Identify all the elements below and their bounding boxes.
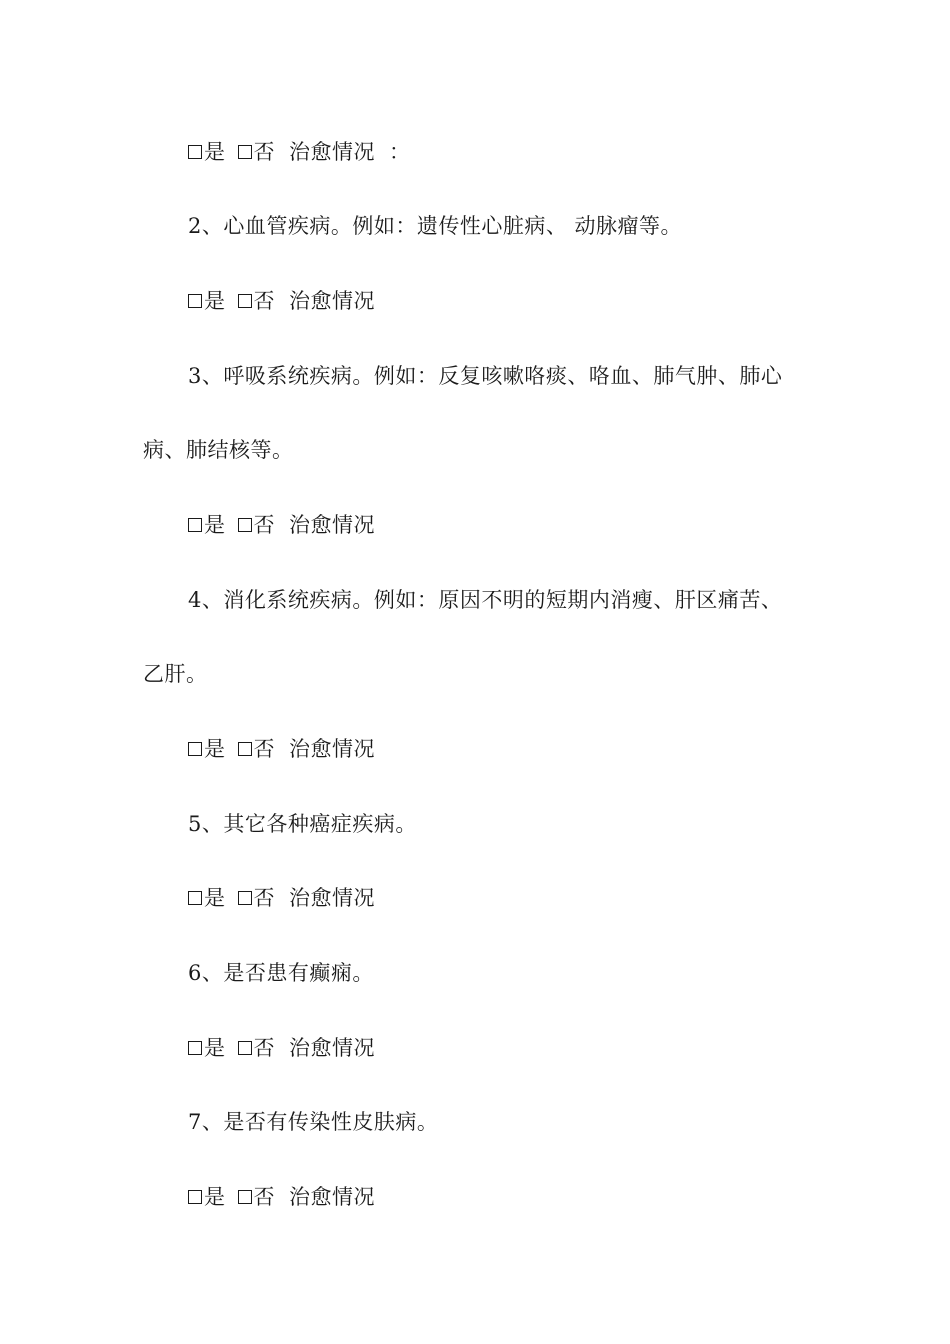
- no-checkbox[interactable]: [238, 294, 252, 308]
- no-label: 否: [253, 1185, 275, 1209]
- yes-checkbox[interactable]: [188, 891, 202, 905]
- no-label: 否: [253, 737, 275, 761]
- yes-label: 是: [204, 140, 226, 164]
- question-2: 2、心血管疾病。例如：遗传性心脏病、 动脉瘤等。: [188, 214, 683, 238]
- no-checkbox[interactable]: [238, 1190, 252, 1204]
- answer-row-1: [188, 137, 411, 167]
- question-5: 5、其它各种癌症疾病。: [188, 812, 417, 836]
- answer-row-2: [188, 286, 375, 316]
- yes-checkbox[interactable]: [188, 294, 202, 308]
- cure-status-label: 治愈情况: [289, 140, 375, 164]
- yes-checkbox[interactable]: [188, 518, 202, 532]
- question-7: 7、是否有传染性皮肤病。: [188, 1110, 439, 1134]
- question-3: 3、呼吸系统疾病。例如：反复咳嗽咯痰、咯血、肺气肿、肺心: [188, 364, 783, 388]
- question-4: 4、消化系统疾病。例如：原因不明的短期内消瘦、肝区痛苦、: [188, 588, 783, 612]
- cure-status-label: 治愈情况: [289, 886, 375, 910]
- answer-row-4: [188, 734, 375, 764]
- answer-row-7: [188, 1182, 375, 1212]
- yes-checkbox[interactable]: [188, 1041, 202, 1055]
- yes-label: 是: [204, 1185, 226, 1209]
- no-label: 否: [253, 140, 275, 164]
- yes-label: 是: [204, 1036, 226, 1060]
- no-label: 否: [253, 513, 275, 537]
- no-label: 否: [253, 1036, 275, 1060]
- question-6: 6、是否患有癫痫。: [188, 961, 374, 985]
- yes-label: 是: [204, 289, 226, 313]
- yes-checkbox[interactable]: [188, 1190, 202, 1204]
- question-4-continued: 乙肝。: [143, 662, 208, 686]
- cure-status-label: 治愈情况: [289, 1036, 375, 1060]
- no-checkbox[interactable]: [238, 891, 252, 905]
- cure-status-colon: ：: [389, 140, 411, 164]
- yes-label: 是: [204, 737, 226, 761]
- no-checkbox[interactable]: [238, 145, 252, 159]
- question-3-continued: 病、肺结核等。: [143, 438, 294, 462]
- answer-row-5: [188, 883, 375, 913]
- no-label: 否: [253, 289, 275, 313]
- yes-checkbox[interactable]: [188, 145, 202, 159]
- no-checkbox[interactable]: [238, 742, 252, 756]
- cure-status-label: 治愈情况: [289, 513, 375, 537]
- cure-status-label: 治愈情况: [289, 737, 375, 761]
- no-checkbox[interactable]: [238, 1041, 252, 1055]
- yes-checkbox[interactable]: [188, 742, 202, 756]
- cure-status-label: 治愈情况: [289, 1185, 375, 1209]
- yes-label: 是: [204, 513, 226, 537]
- yes-label: 是: [204, 886, 226, 910]
- cure-status-label: 治愈情况: [289, 289, 375, 313]
- answer-row-6: [188, 1033, 375, 1063]
- no-label: 否: [253, 886, 275, 910]
- no-checkbox[interactable]: [238, 518, 252, 532]
- answer-row-3: [188, 510, 375, 540]
